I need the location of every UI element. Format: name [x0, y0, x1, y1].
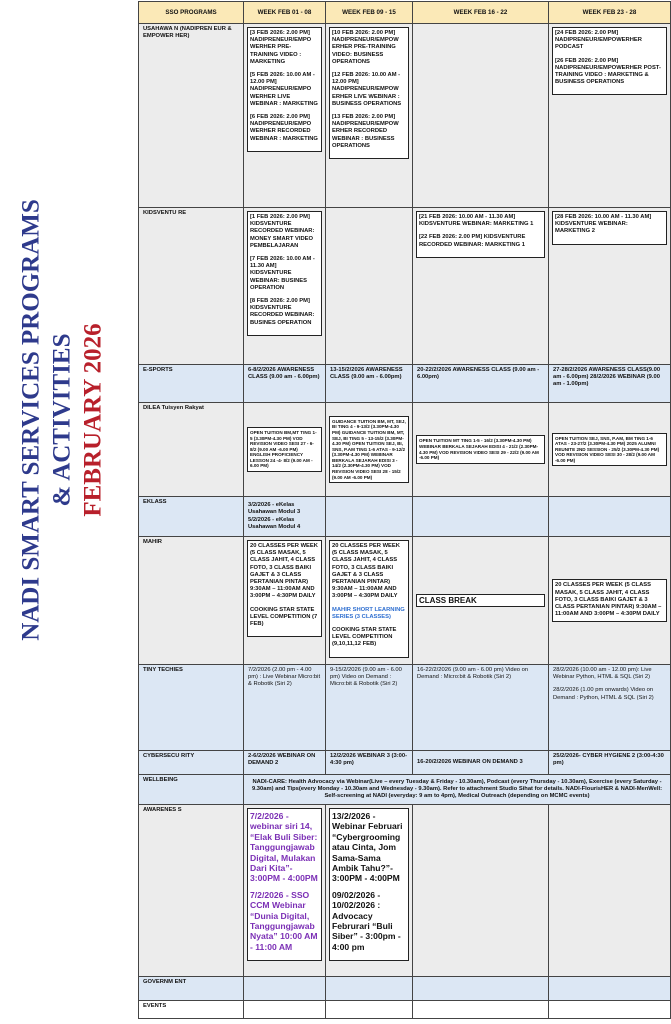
awareness-w2-item: 13/2/2026 - Webinar Februari “Cybergrooming atau Cinta, Jom Sama-Sama Ambik Tahu?”- 3:00PM - 4:00PM: [332, 811, 403, 884]
kidsventure-week-4: [549, 208, 671, 365]
mahir-w1-item: 20 CLASSES PER WEEK (5 CLASS MASAK, 5 CLASS JAHIT, 4 CLASS FOTO, 3 CLASS BAIKI GAJET & 3 CLASS PERTANIAN PINTAR) 9:30AM – 11:00AM AND 3:00PM – 4:30PM DAILY: [250, 543, 318, 600]
tiny-w4-item: 28/2/2026 (10.00 am - 12.00 pm): Live Webinar Python, HTML & SQL (Siri 2): [553, 667, 652, 681]
row-cybersecurity: [139, 751, 671, 775]
mahir-week-3: [413, 537, 549, 665]
kidsventure-week-2: [326, 208, 413, 365]
eklass-week-4: [549, 497, 671, 537]
esports-week-4: 27-28/2/2026 AWARENESS CLASS(9.00 am - 6.00pm) 28/2/2026 WEBINAR (9.00 am - 1.00pm): [549, 365, 671, 403]
row-wellbeing: [139, 775, 671, 805]
usahawan-w1-item: [3 FEB 2026: 2.00 PM] NADIPRENEUR/EMPO WERHER PRE-TRAINING VIDEO : MARKETING: [250, 30, 312, 65]
program-events: EVENTS: [139, 1001, 244, 1019]
kidsventure-week-1: [244, 208, 326, 365]
government-week-2: [326, 977, 413, 1001]
title-line-3: FEBRUARY 2026: [79, 323, 107, 517]
esports-week-3: 20-22/2/2026 AWARENESS CLASS (9.00 am - 6.00pm): [413, 365, 549, 403]
eklass-w1-item: 5/2/2026 - eKelas Usahawan Modul 4: [248, 516, 301, 530]
mahir-week-1: [244, 537, 326, 665]
program-government: GOVERNM ENT: [139, 977, 244, 1001]
program-esports: E-SPORTS: [139, 365, 244, 403]
usahawan-w4-item: [24 FEB 2026: 2.00 PM] NADIPRENEUR/EMPOWERHER PODCAST: [555, 30, 642, 51]
kidsventure-w1-item: [8 FEB 2026: 2.00 PM] KIDSVENTURE RECORDED WEBINAR: BUSINES OPERATION: [250, 298, 315, 326]
tiny-w4-item: 28/2/2026 (1.00 pm onwards) Video on Demand : Python, HTML & SQL (Siri 2): [553, 687, 654, 701]
usahawan-w2-item: [13 FEB 2026: 2.00 PM] NADIPRENEUR/EMPOW ERHER RECORDED WEBINAR : BUSINESS OPERATIONS: [332, 114, 399, 149]
title-line-1: NADI SMART SERVICES PROGRAMS: [17, 199, 45, 641]
tiny-week-4: [549, 665, 671, 751]
kidsventure-w3-item: [22 FEB 2026: 2.00 PM] KIDSVENTURE RECORDED WEBINAR: MARKETING 1: [419, 234, 526, 248]
kidsventure-w1-item: [7 FEB 2026: 10.00 AM - 11.30 AM] KIDSVENTURE WEBINAR: BUSINES OPERATION: [250, 256, 315, 291]
usahawan-week-2: [326, 24, 413, 208]
awareness-week-4: [549, 805, 671, 977]
government-week-1: [244, 977, 326, 1001]
program-usahawan: USAHAWA N (NADIPREN EUR & EMPOWER HER): [139, 24, 244, 208]
side-title: [12, 140, 112, 700]
program-tiny-techies: TINY TECHIES: [139, 665, 244, 751]
kidsventure-w3-item: [21 FEB 2026: 10.00 AM - 11.30 AM] KIDSVENTURE WEBINAR: MARKETING 1: [419, 214, 534, 228]
events-week-1: [244, 1001, 326, 1019]
cyber-week-2: 12/2/2026 WEBINAR 3 (3:00-4:30 pm): [326, 751, 413, 775]
cyber-week-3: 16-20/2/2026 WEBINAR ON DEMAND 3: [413, 751, 549, 775]
row-esports: [139, 365, 671, 403]
eklass-week-3: [413, 497, 549, 537]
program-cybersecurity: CYBERSECU RITY: [139, 751, 244, 775]
usahawan-week-1: [244, 24, 326, 208]
schedule-table: [138, 1, 671, 1019]
header-week-1: WEEK FEB 01 - 08: [244, 2, 326, 24]
header-week-3: WEEK FEB 16 - 22: [413, 2, 549, 24]
header-week-4: WEEK FEB 23 - 28: [549, 2, 671, 24]
row-events: [139, 1001, 671, 1019]
kidsventure-w4-item: [28 FEB 2026: 10.00 AM - 11.30 AM] KIDSVENTURE WEBINAR: MARKETING 2: [555, 214, 652, 235]
awareness-week-3: [413, 805, 549, 977]
row-kidsventure: [139, 208, 671, 365]
header-programs: SSO PROGRAMS: [139, 2, 244, 24]
cyber-week-4: 25/2/2026- CYBER HYGIENE 2 (3:00-4:30 pm): [549, 751, 671, 775]
mahir-w2-item: 20 CLASSES PER WEEK (5 CLASS MASAK, 5 CLASS JAHIT, 4 CLASS FOTO, 3 CLASS BAIKI GAJET & 3 CLASS PERTANIAN PINTAR) 9:30AM – 11:00AM AND 3:00PM – 4:30PM DAILY: [332, 543, 400, 600]
cyber-week-1: 2-6/2/2026 WEBINAR ON DEMAND 2: [244, 751, 326, 775]
mahir-week-4: [549, 537, 671, 665]
title-line-2: & ACTIVITIES: [48, 333, 76, 507]
row-mahir: [139, 537, 671, 665]
row-awareness: [139, 805, 671, 977]
esports-week-1: 6-8/2/2026 AWARENESS CLASS (9.00 am - 6.00pm): [244, 365, 326, 403]
events-week-4: [549, 1001, 671, 1019]
awareness-week-2: [326, 805, 413, 977]
program-kidsventure: KIDSVENTU RE: [139, 208, 244, 365]
usahawan-week-3: [413, 24, 549, 208]
kidsventure-week-3: [413, 208, 549, 365]
row-dilea: [139, 403, 671, 497]
awareness-week-1: [244, 805, 326, 977]
dilea-w2-text: GUIDANCE TUITION BM, MT, SEJ, BI TING 4 - 9-13/2 (3.30PM-4.30 PM) GUIDANCE TUITION BM, MT, SEJ, BI TING 5 - 13-15/2 (3.30PM-4.30 PM) OPEN TUITION SEJ, BI, SNS, P.AM TING 1-6 ATAS - 9-12/2 (3.30PM-4.30 PM) WEBINAR BERKALA SEJARAH EDISI 3 - 14/2 (2.30PM-4.30 PM) VOD REVISION VIDEO SESI 28 - 15/2 (9.00 AM -6.00 PM): [329, 416, 409, 484]
program-eklass: EKLASS: [139, 497, 244, 537]
usahawan-w1-item: [5 FEB 2026: 10.00 AM - 12.00 PM] NADIPRENEUR/EMPO WERHER LIVE WEBINAR : MARKETING: [250, 72, 318, 107]
program-dilea: DILEA Tuisyen Rakyat: [139, 403, 244, 497]
kidsventure-w1-item: [1 FEB 2026: 2.00 PM] KIDSVENTURE RECORDED WEBINAR: MONEY SMART VIDEO PEMBELAJARAN: [250, 214, 315, 249]
dilea-week-3: [413, 403, 549, 497]
government-week-3: [413, 977, 549, 1001]
mahir-w2-blue: MAHIR SHORT LEARNING SERIES (3 CLASSES): [332, 606, 405, 620]
usahawan-w1-item: [6 FEB 2026: 2.00 PM] NADIPRENEUR/EMPO WERHER RECORDED WEBINAR : MARKETING: [250, 114, 318, 142]
dilea-w3-text: OPEN TUITION MT TING 1-5 - 16/2 (3.30PM-4.30 PM) WEBINAR BERKALA SEJARAH EDISI 4 - 21/2 (2.30PM-4.30 PM) VOD REVISION VIDEO SESI 29 - 22/2 (9.00 AM -6.00 PM): [416, 435, 545, 463]
tiny-week-2: 9-15/2/2026 (9.00 am - 6.00 pm) Video on Demand : Micro:bit & Robotik (Siri 2): [326, 665, 413, 751]
dilea-w4-text: OPEN TUITION SEJ, SNS, P.AM, BM TING 1-6 ATAS - 23-27/2 (3.30PM-4.30 PM) 2025 ALUMNI REUNITE 2ND SESSION - 25/2 (3.30PM-4.30 PM) VOD REVISION VIDEO SESI 30 - 28/2 (9.00 AM -6.00 PM): [552, 433, 667, 467]
dilea-week-1: [244, 403, 326, 497]
row-eklass: [139, 497, 671, 537]
tiny-week-3: 16-22/2/2026 (9.00 am - 6.00 pm) Video on Demand : Micro:bit & Robotik (Siri 2): [413, 665, 549, 751]
dilea-week-4: [549, 403, 671, 497]
mahir-w2-item: COOKING STAR STATE LEVEL COMPETITION (9,10,11,12 FEB): [332, 627, 397, 648]
header-week-2: WEEK FEB 09 - 15: [326, 2, 413, 24]
mahir-w1-item: COOKING STAR STATE LEVEL COMPETITION (7 FEB): [250, 606, 318, 628]
events-week-2: [326, 1001, 413, 1019]
awareness-w1-item: 7/2/2026 - SSO CCM Webinar “Dunia Digital, Tanggungjawab Nyata” 10:00 AM - 11:00 AM: [250, 889, 318, 952]
government-week-4: [549, 977, 671, 1001]
dilea-w1-text: OPEN TUITION BM,MT TING 1-5 (3.30PM-4.30 PM) VOD REVISION VIDEO SESI 27 - 6-8/2 (9.00 AM -6.00 PM) ENGLISH PROFICIENCY LESSON 24 -4- 8/2 (9.00 AM - 6.00 PM): [247, 427, 322, 472]
awareness-w1-item: 7/2/2026 - webinar siri 14, “Elak Buli Siber: Tanggungjawab Digital, Mulakan Dari Kita”- 3:00PM - 4:00PM: [250, 811, 318, 884]
program-mahir: MAHIR: [139, 537, 244, 665]
usahawan-w4-item: [26 FEB 2026: 2.00 PM] NADIPRENEUR/EMPOWERHER POST-TRAINING VIDEO : MARKETING & BUSINESS OPERATIONS: [555, 57, 661, 86]
dilea-week-2: [326, 403, 413, 497]
row-usahawan: [139, 24, 671, 208]
row-government: [139, 977, 671, 1001]
wellbeing-text: NADI-CARE: Health Advocacy via Webinar(Live – every Tuesday & Friday - 10.30am), Podcast (every Thursday - 10.30am), Exercise (every Saturday - 9.30am) and Tips(every Monday - 10.30am and Wednesday - 9.30am). Refer to attachment Studio Sihat for details. NADI-FlourisHER & NADI-MenWell: Self-screening at NADI (everyday: 9 am to 4pm), Medical Outreach (depending on MCMC events): [244, 775, 671, 805]
tiny-week-1: 7/2/2026 (2.00 pm - 4.00 pm) : Live Webinar Micro:bit & Robotik (Siri 2): [244, 665, 326, 751]
eklass-w1-item: 3/2/2026 - eKelas Usahawan Modul 3: [248, 502, 301, 516]
class-break-label: CLASS BREAK: [419, 595, 477, 605]
header-row: [139, 2, 671, 24]
usahawan-week-4: [549, 24, 671, 208]
mahir-week-2: [326, 537, 413, 665]
esports-week-2: 13-15/2/2026 AWARENESS CLASS (9.00 am - 6.00pm): [326, 365, 413, 403]
events-week-3: [413, 1001, 549, 1019]
eklass-week-2: [326, 497, 413, 537]
usahawan-w2-item: [10 FEB 2026: 2.00 PM] NADIPRENEUR/EMPOW ERHER PRE-TRAINING VIDEO: BUSINESS OPERATIONS: [332, 30, 399, 65]
awareness-w2-item: 09/02/2026 - 10/02/2026 : Advocacy Februrari “Buli Siber” - 3:00pm - 4:00 pm: [332, 889, 401, 952]
program-wellbeing: WELLBEING: [139, 775, 244, 805]
mahir-w4-text: 20 CLASSES PER WEEK (5 CLASS MASAK, 5 CLASS JAHIT, 4 CLASS FOTO, 3 CLASS BAIKI GAJET & 3 CLASS PERTANIAN PINTAR) 9:30AM – 11:00AM AND 3:00PM – 4:30PM DAILY: [555, 582, 662, 618]
eklass-week-1: [244, 497, 326, 537]
program-awareness: AWARENES S: [139, 805, 244, 977]
usahawan-w2-item: [12 FEB 2026: 10.00 AM - 12.00 PM] NADIPRENEUR/EMPOW ERHER LIVE WEBINAR : BUSINESS OPERATIONS: [332, 72, 402, 107]
row-tiny-techies: [139, 665, 671, 751]
